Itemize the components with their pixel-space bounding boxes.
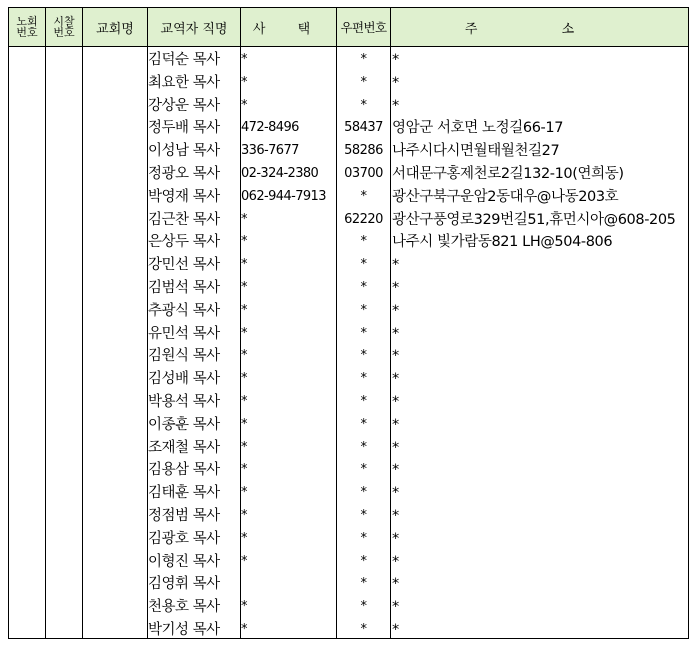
address-cell: *: [392, 302, 399, 319]
residence-phone-cell: *: [241, 553, 247, 569]
residence-phone-cell: [241, 573, 336, 596]
header-inspection-number: 시찰 번호: [53, 15, 75, 39]
pastor-name-cell: 이종훈 목사: [148, 416, 220, 433]
table-row: [9, 254, 688, 277]
address-cell: 영암군 서호면 노정길66-17: [392, 120, 564, 137]
address-cell: *: [392, 462, 399, 479]
address-cell: 광산구풍영로329번길51,휴먼시아@608-205: [392, 211, 676, 228]
postal-code-cell: *: [360, 393, 367, 409]
address-cell: *: [392, 52, 399, 68]
postal-code-cell: *: [360, 599, 367, 615]
address-cell: *: [392, 599, 399, 616]
residence-phone-cell: *: [241, 348, 247, 364]
header-address: 주 소: [464, 21, 615, 37]
residence-phone-cell: *: [241, 257, 247, 273]
address-cell: *: [392, 348, 399, 365]
table-body: [9, 49, 688, 642]
postal-code-cell: *: [360, 257, 367, 273]
postal-code-cell: *: [360, 74, 367, 90]
residence-phone-cell: *: [241, 599, 247, 615]
header-divider: [9, 46, 688, 47]
residence-phone-cell: *: [241, 211, 247, 227]
table-row: [9, 391, 688, 414]
postal-code-cell: *: [360, 507, 367, 523]
postal-code-cell: 03700: [344, 165, 383, 181]
table-row: [9, 72, 688, 95]
pastor-name-cell: 이형진 목사: [148, 553, 220, 570]
pastor-name-cell: 박용석 목사: [148, 393, 220, 410]
postal-code-cell: *: [360, 416, 367, 432]
address-cell: *: [392, 393, 399, 410]
residence-phone-cell: *: [241, 279, 247, 295]
table-row: [9, 505, 688, 528]
table-row: [9, 186, 688, 209]
residence-phone-cell: *: [241, 393, 247, 409]
postal-code-cell: *: [360, 462, 367, 478]
pastor-name-cell: 김성배 목사: [148, 371, 220, 388]
address-cell: *: [392, 576, 399, 593]
address-cell: 광산구북구운암2동대우@나동203호: [392, 188, 619, 205]
pastor-name-cell: 김덕순 목사: [148, 52, 220, 68]
residence-phone-cell: 062-944-7913: [241, 188, 326, 204]
header-pastor-title: 교역자 직명: [160, 21, 228, 37]
pastor-name-cell: 김영휘 목사: [148, 576, 220, 593]
table-row: [9, 163, 688, 186]
header-postal-code: 우편번호: [340, 20, 387, 35]
address-cell: *: [392, 257, 399, 274]
table-row: [9, 277, 688, 300]
header-presbytery-number: 노회 번호: [16, 15, 38, 39]
postal-code-cell: 58286: [344, 143, 383, 159]
table-row: [9, 345, 688, 368]
address-cell: *: [392, 553, 399, 570]
residence-phone-cell: *: [241, 416, 247, 432]
table-row: [9, 368, 688, 391]
address-cell: 나주시 빛가람동821 LH@504-806: [392, 234, 613, 251]
residence-phone-cell: *: [241, 97, 247, 113]
table-row: [9, 619, 688, 642]
header-church-name: 교회명: [96, 21, 134, 37]
pastor-name-cell: 유민석 목사: [148, 325, 220, 342]
postal-code-cell: *: [360, 279, 367, 295]
residence-phone-cell: 472-8496: [241, 120, 299, 136]
pastor-name-cell: 김근찬 목사: [148, 211, 220, 228]
postal-code-cell: *: [360, 348, 367, 364]
pastor-name-cell: 김용삼 목사: [148, 462, 220, 479]
pastor-name-cell: 조재철 목사: [148, 439, 220, 456]
address-cell: *: [392, 485, 399, 502]
pastor-name-cell: 은상두 목사: [148, 234, 220, 251]
table-row: [9, 528, 688, 551]
pastor-name-cell: 이성남 목사: [148, 143, 220, 160]
pastor-name-cell: 정광오 목사: [148, 165, 220, 182]
address-cell: *: [392, 371, 399, 388]
postal-code-cell: 62220: [344, 211, 383, 227]
residence-phone-cell: *: [241, 302, 247, 318]
pastor-name-cell: 박영재 목사: [148, 188, 220, 205]
pastor-name-cell: 강상운 목사: [148, 97, 220, 114]
pastor-name-cell: 추광식 목사: [148, 302, 220, 319]
pastor-name-cell: 김범석 목사: [148, 279, 220, 296]
address-cell: *: [392, 507, 399, 524]
postal-code-cell: *: [360, 188, 367, 204]
postal-code-cell: *: [360, 302, 367, 318]
table-row: [9, 596, 688, 619]
residence-phone-cell: *: [241, 485, 247, 501]
residence-phone-cell: *: [241, 621, 247, 637]
table-row: [9, 459, 688, 482]
table-row: [9, 95, 688, 118]
table-row: [9, 437, 688, 460]
pastor-name-cell: 정두배 목사: [148, 120, 220, 137]
pastor-name-cell: 김광호 목사: [148, 530, 220, 547]
residence-phone-cell: *: [241, 507, 247, 523]
pastor-name-cell: 김태훈 목사: [148, 485, 220, 502]
table-row: [9, 140, 688, 163]
table-row: [9, 231, 688, 254]
address-cell: *: [392, 416, 399, 433]
table-row: [9, 49, 688, 72]
postal-code-cell: *: [360, 530, 367, 546]
address-cell: *: [392, 325, 399, 342]
postal-code-cell: *: [360, 97, 367, 113]
table-row: [9, 573, 688, 596]
postal-code-cell: *: [360, 371, 367, 387]
pastor-name-cell: 강민선 목사: [148, 257, 220, 274]
postal-code-cell: *: [360, 576, 367, 592]
residence-phone-cell: *: [241, 52, 247, 67]
table-row: [9, 551, 688, 574]
residence-phone-cell: *: [241, 530, 247, 546]
table-row: [9, 414, 688, 437]
postal-code-cell: *: [360, 621, 367, 637]
residence-phone-cell: *: [241, 439, 247, 455]
residence-phone-cell: 336-7677: [241, 143, 299, 159]
address-cell: *: [392, 621, 399, 638]
pastor-name-cell: 정점범 목사: [148, 507, 220, 524]
residence-phone-cell: *: [241, 234, 247, 250]
residence-phone-cell: *: [241, 74, 247, 90]
table-row: [9, 482, 688, 505]
pastor-name-cell: 천용호 목사: [148, 599, 220, 616]
postal-code-cell: *: [360, 234, 367, 250]
pastor-name-cell: 박기성 목사: [148, 621, 220, 638]
address-cell: *: [392, 74, 399, 91]
residence-phone-cell: *: [241, 325, 247, 341]
postal-code-cell: 58437: [344, 120, 383, 136]
pastor-name-cell: 최요한 목사: [148, 74, 220, 91]
postal-code-cell: *: [360, 52, 367, 67]
address-cell: *: [392, 97, 399, 114]
postal-code-cell: *: [360, 439, 367, 455]
table-row: [9, 209, 688, 232]
address-cell: *: [392, 530, 399, 547]
address-cell: 나주시다시면월태월천길27: [392, 143, 560, 160]
address-cell: 서대문구홍제천로2길132-10(연희동): [392, 165, 624, 182]
table-row: [9, 323, 688, 346]
residence-phone-cell: 02-324-2380: [241, 165, 319, 181]
table-row: [9, 300, 688, 323]
residence-phone-cell: *: [241, 371, 247, 387]
pastor-name-cell: 김원식 목사: [148, 348, 220, 365]
address-cell: *: [392, 439, 399, 456]
postal-code-cell: *: [360, 553, 367, 569]
directory-table: [8, 7, 689, 639]
postal-code-cell: *: [360, 325, 367, 341]
header-residence-phone: 사 택: [252, 21, 325, 37]
residence-phone-cell: *: [241, 462, 247, 478]
table-row: [9, 117, 688, 140]
address-cell: *: [392, 279, 399, 296]
postal-code-cell: *: [360, 485, 367, 501]
